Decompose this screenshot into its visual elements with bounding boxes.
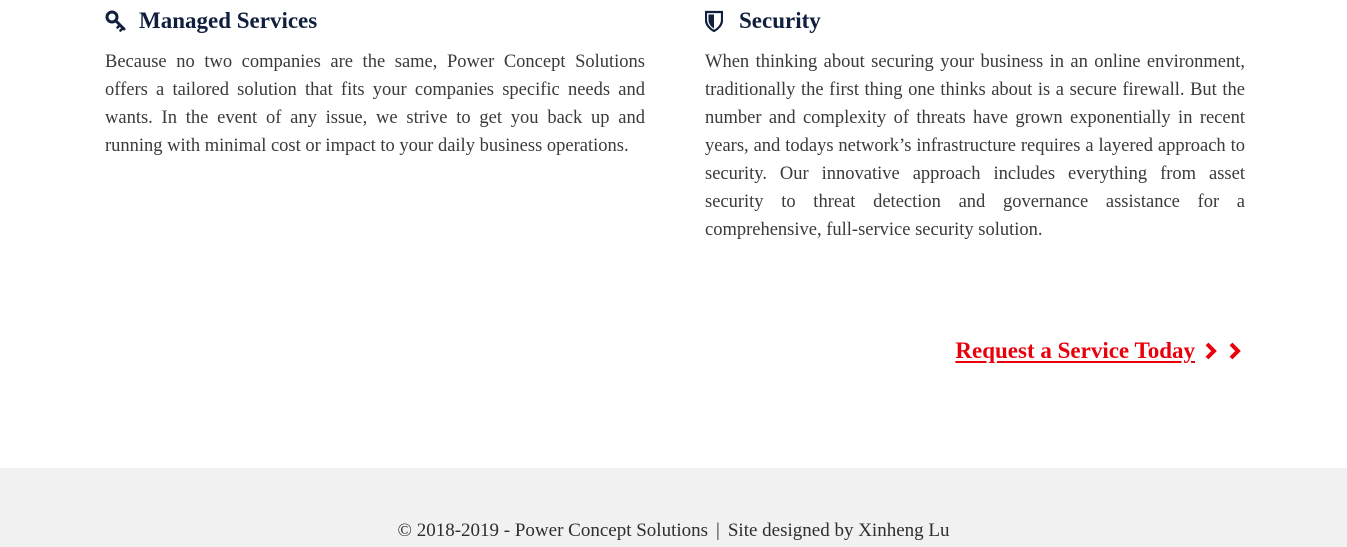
copyright-text: © 2018-2019 - Power Concept Solutions: [397, 520, 709, 541]
site-footer: [0, 468, 1347, 547]
footer-separator: |: [716, 520, 720, 541]
key-icon: [105, 10, 127, 32]
service-description: Because no two companies are the same, Power Concept Solutions offers a tailored solution that fits your companies specific needs and wants. In the event of any issue, we strive to get you back up and running with minimal cost or impact to your daily business operations.: [105, 52, 645, 156]
shield-icon: [705, 10, 727, 32]
chevron-right-icon: [1227, 341, 1243, 361]
service-heading: [105, 6, 645, 36]
service-description: When thinking about securing your business in an online environment, traditionally the first thing one thinks about is a secure firewall. But the number and complexity of threats have grown exponentially in recent years, and todays network’s infrastructure requires a layered approach to security. Our innovative approach includes everything from asset security to threat detection and governance assistance for a comprehensive, full-service security solution.: [705, 52, 1245, 240]
service-title: Security: [739, 8, 821, 33]
footer-text: [0, 520, 1347, 542]
service-title: Managed Services: [139, 8, 318, 33]
request-service-link[interactable]: [955, 338, 1243, 364]
service-heading: [705, 6, 1245, 36]
designer-credit: Site designed by Xinheng Lu: [727, 520, 950, 541]
chevron-right-icon: [1203, 341, 1219, 361]
service-card-managed-services: [105, 6, 645, 160]
service-card-security: [705, 6, 1245, 244]
request-service-label[interactable]: Request a Service Today: [955, 338, 1195, 363]
